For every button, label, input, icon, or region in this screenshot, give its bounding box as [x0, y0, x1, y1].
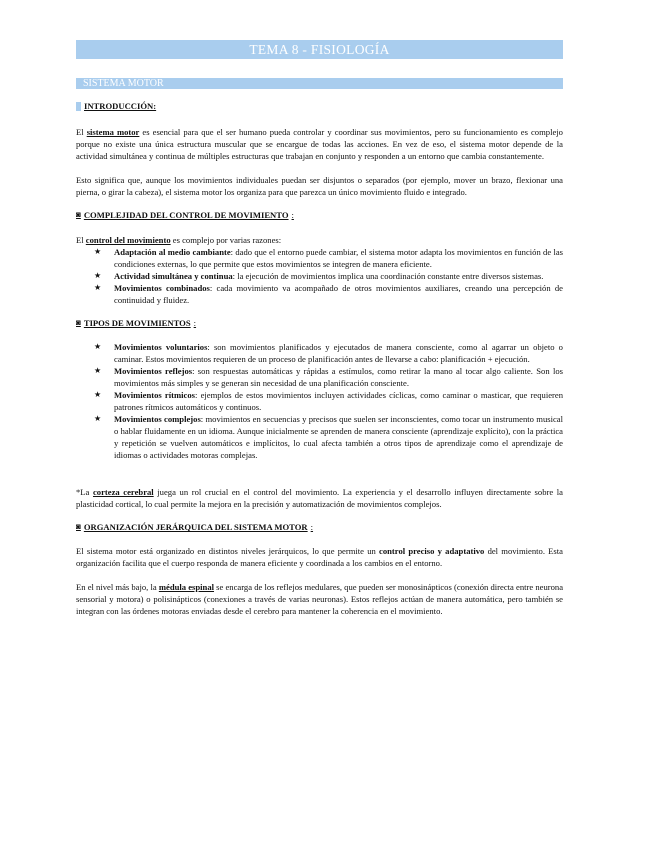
intro-heading-label: INTRODUCCIÓN: — [84, 101, 157, 111]
tipos-heading: ◙ TIPOS DE MOVIMIENTOS : — [76, 318, 197, 328]
term-control-movimiento: control del movimiento — [85, 235, 171, 245]
box-bullet-icon: ◙ — [76, 210, 81, 219]
box-bullet-icon: ◙ — [76, 522, 81, 531]
organizacion-heading-label: ORGANIZACIÓN JERÁRQUICA DEL SISTEMA MOTOR — [83, 522, 308, 532]
document-title: TEMA 8 - FISIOLOGÍA — [76, 40, 563, 59]
star-bullet-icon: ★ — [94, 283, 102, 292]
star-bullet-icon: ★ — [94, 366, 102, 375]
complejidad-list — [76, 246, 563, 306]
intro-paragraph-2: Esto significa que, aunque los movimientos individuales puedan ser disjuntos o separados (por ejemplo, mover un brazo, flexionar una pierna, o girar la cabeza), el sistema motor los organiza para que parezca un único movimiento fluido e integrado. — [76, 175, 563, 197]
complejidad-heading: ◙ COMPLEJIDAD DEL CONTROL DE MOVIMIENTO : — [76, 210, 294, 220]
term-corteza-cerebral: corteza cerebral — [92, 487, 154, 497]
list-item: ★ Movimientos combinados: cada movimiento va acompañado de otros movimientos auxiliares, creando una percepción de continuidad y fluidez. — [94, 283, 563, 305]
organizacion-paragraph-1: El sistema motor está organizado en distintos niveles jerárquicos, lo que permite un control preciso y adaptativo del movimiento. Esta organización facilita que el cuerpo responda de manera eficiente y coordinada a los cambios en el entorno. — [76, 546, 563, 568]
document-page — [76, 40, 563, 617]
tipos-heading-label: TIPOS DE MOVIMIENTOS — [83, 318, 191, 328]
list-item: ★ Movimientos voluntarios: son movimientos planificados y ejecutados de manera consciente, como al agarrar un objeto o caminar. Estos movimientos requieren de un proceso de planificación antes de llevarse a cabo: planificación + ejecución. — [94, 342, 563, 364]
star-bullet-icon: ★ — [94, 390, 102, 399]
term-control-preciso: control preciso y adaptativo — [379, 546, 485, 556]
list-item: ★ Adaptación al medio cambiante: dado que el entorno puede cambiar, el sistema motor adapta los movimientos en función de las condiciones externas, lo que permite que estos movimientos se integren de manera eficiente. — [94, 247, 564, 269]
section-title: SISTEMA MOTOR — [76, 78, 563, 89]
tipos-list — [76, 341, 563, 461]
organizacion-paragraph-2: En el nivel más bajo, la médula espinal se encarga de los reflejos medulares, que pueden ser monosinápticos (conexión directa entre neurona sensorial y motora) o polisinápticos (conexiones a través de varias neuronas). Estos reflejos actúan de manera automática, pero también se integran con las órdenes motoras enviadas desde el cerebro para mantener la coherencia en el movimiento. — [76, 582, 564, 616]
intro-heading — [76, 101, 563, 111]
complejidad-lead: El control del movimiento es complejo por varias razones: — [76, 235, 282, 245]
term-medula-espinal: médula espinal — [158, 582, 215, 592]
star-bullet-icon: ★ — [94, 271, 102, 280]
nota-corteza: *La corteza cerebral juega un rol crucial en el control del movimiento. La experiencia y el desarrollo influyen directamente sobre la plasticidad cortical, lo cual permite la mejora en la precisión y automatización de movimientos complejos. — [76, 487, 563, 509]
heading-marker — [76, 102, 81, 111]
list-item: ★ Actividad simultánea y continua: la ejecución de movimientos implica una coordinación constante entre diversos sistemas. — [94, 271, 544, 281]
list-item: ★ Movimientos rítmicos: ejemplos de estos movimientos incluyen actividades cíclicas, como caminar o masticar, que requieren patrones rítmicos automáticos y continuos. — [94, 390, 564, 412]
organizacion-heading: ◙ ORGANIZACIÓN JERÁRQUICA DEL SISTEMA MOTOR : — [76, 522, 314, 532]
star-bullet-icon: ★ — [94, 342, 102, 351]
star-bullet-icon: ★ — [94, 247, 102, 256]
intro-paragraph-1: El sistema motor es esencial para que el ser humano pueda controlar y coordinar sus movimientos, pero su funcionamiento es complejo porque no existe una única estructura muscular que se encargue de todas las acciones. En vez de eso, el sistema motor depende de la actividad simultánea y continua de múltiples estructuras que trabajan en conjunto y responden a un entorno que cambia constantemente. — [76, 127, 563, 161]
complejidad-heading-label: COMPLEJIDAD DEL CONTROL DE MOVIMIENTO — [83, 210, 289, 220]
list-item: ★ Movimientos reflejos: son respuestas automáticas y rápidas a estímulos, como retirar la mano al tocar algo caliente. Son los movimientos más simples y se generan sin necesidad de una planificación consciente. — [94, 366, 563, 388]
list-item: ★ Movimientos complejos: movimientos en secuencias y precisos que suelen ser inconscientes, como tocar un instrumento musical o hablar fluidamente en un idioma. Aunque inicialmente se aprenden de manera consciente (aprendizaje explícito), con la práctica y repetición se vuelven automáticos e implícitos, lo cual afecta también a otros tipos de aprendizaje como el aprendizaje de idiomas o actividades motoras complejas. — [94, 414, 563, 460]
box-bullet-icon: ◙ — [76, 318, 81, 327]
term-sistema-motor: sistema motor — [86, 127, 140, 137]
star-bullet-icon: ★ — [94, 414, 102, 423]
